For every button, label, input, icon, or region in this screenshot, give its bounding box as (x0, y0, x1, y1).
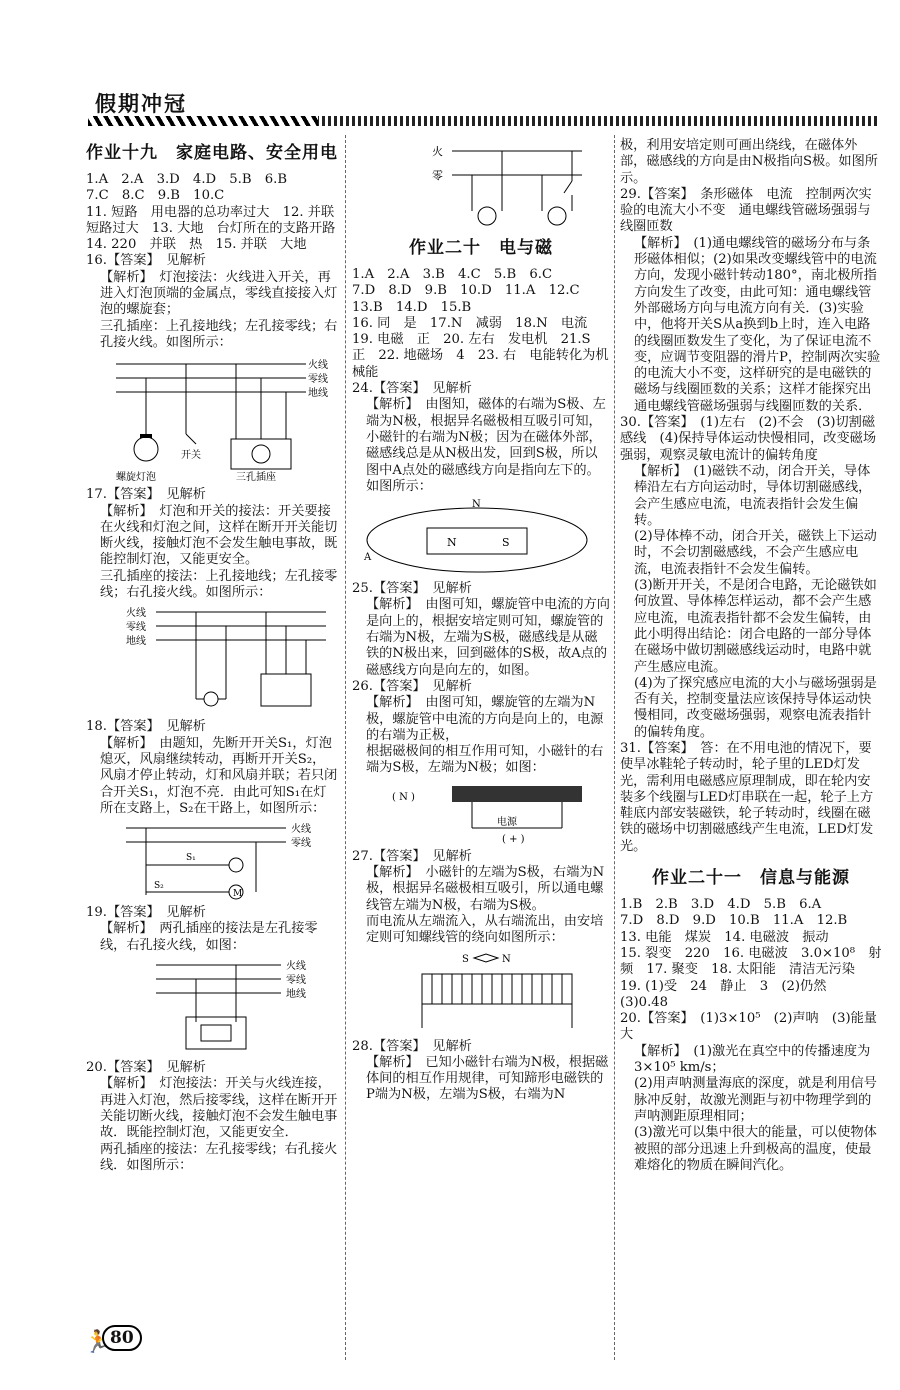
column-divider (345, 135, 346, 1360)
answer-line: 7.C 8.C 9.B 10.C (86, 188, 225, 204)
label: 火线 (126, 608, 146, 620)
magnet-diagram-24 (352, 498, 602, 578)
analysis-text: 【解析】 (1)通电螺线管的磁场分布与条形磁体相似；(2)如果改变螺线管中的电流方向，发现小磁针转动180°，南北极所指方向发生了改变，由此可知：通电螺线管外部磁场方向与电流方向有关．(3)实验中，他将开关S从a换到b上时，连入电路的线圈匝数发生了变化，为了保证电流不变，应调节变阻器的滑片P，控制两次实验的电流大小不变，这样研究的是电磁铁的磁场与线圈匝数的关系；这样才能探究出通电螺线管磁场强弱与线圈匝数的关系． (634, 235, 881, 414)
column-left (86, 138, 349, 1174)
section-title: 作业十九 家庭电路、安全用电 (86, 143, 338, 163)
analysis-text: (2)导体棒不动，闭合开关，磁铁上下运动时，不会切割磁感线，不会产生感应电流，电流表指针不会发生偏转。 (634, 529, 877, 577)
label: 零线 (308, 374, 328, 386)
solenoid-diagram-26 (352, 780, 602, 846)
label: N (472, 499, 481, 511)
label: 火线 (286, 961, 306, 973)
label: S₁ (186, 853, 196, 864)
label: 零线 (291, 838, 311, 850)
analysis-text: (3)激光可以集中很大的能量，可以使物体被照的部分迅速上升到极高的温度，使最难熔化的物质在瞬间汽化。 (634, 1125, 877, 1173)
analysis-text: 【解析】 小磁针的左端为S极，右端为N极，根据异名磁极相互吸引，所以通电螺线管左端为N极，右端为S极。 (366, 865, 605, 913)
analysis-text: 而电流从左端流入，从右端流出，由安培定则可知螺线管的绕向如图所示： (366, 913, 604, 946)
question-answer: 31.【答案】 答：在不用电池的情况下，要使旱冰鞋轮子转动时，轮子里的LED灯发光，需利用电磁感应原理制成，即在轮内安装多个线圈与LED灯串联在一起，轮子上方鞋底内部安装磁铁，轮子转动时，线圈在磁铁的磁场中切割磁感线产生电流，LED灯发光。 (620, 740, 874, 854)
label: 三孔插座 (236, 472, 276, 484)
column-right (620, 138, 882, 1174)
label: 地线 (308, 388, 328, 400)
label: 火 (432, 145, 443, 158)
analysis-text: (2)用声呐测量海底的深度，就是利用信号脉冲反射，故激光测距与初中物理学到的声呐测距原理相同； (634, 1076, 877, 1124)
analysis-text: 【解析】 灯泡接法：火线进入开关，再进入灯泡顶端的金属点，零线直接接入灯泡的螺旋套； (100, 269, 338, 318)
answer-line: 11. 短路 用电器的总功率过大 12. 并联 短路过大 13. 大地 台灯所在的支路开路 14. 220 并联 热 15. 并联 大地 (86, 204, 349, 253)
label: ( N ) (392, 791, 415, 803)
answer-line: 1.A 2.A 3.D 4.D 5.B 6.B (86, 172, 288, 187)
label: 火线 (308, 360, 328, 372)
label: N (502, 953, 511, 965)
label: S (462, 953, 469, 965)
answer-line: 13. 电能 煤炭 14. 电磁波 振动 (620, 929, 829, 945)
analysis-text: 【解析】 由图可知，螺旋管的左端为N极，螺旋管中电流的方向是向上的，电源的右端为正极， (366, 695, 604, 743)
label: S₂ (154, 881, 164, 892)
label: A (364, 552, 372, 564)
analysis-text: 【解析】 (1)激光在真空中的传播速度为3×10⁵ km/s； (634, 1043, 871, 1076)
answer-line: 7.D 8.D 9.B 10.D 11.A 12.C (352, 283, 580, 299)
analysis-text: 极，利用安培定则可画出绕线，在磁体外部，磁感线的方向是由N极指向S极。如图所示。 (620, 138, 878, 186)
label: 零 (432, 169, 443, 182)
analysis-text: 【解析】 灯泡接法：开关与火线连接，再进入灯泡，然后接零线，这样在断开开关能切断火线，接触灯泡不会发生触电事故．既能控制灯泡，又能更安全． (100, 1076, 338, 1141)
answer-line: 7.D 8.D 9.D 10.B 11.A 12.B (620, 913, 848, 929)
label: 开关 (181, 450, 201, 462)
circuit-diagram-20 (392, 141, 592, 233)
question-answer: 27.【答案】 见解析 (352, 848, 472, 864)
question-answer: 18.【答案】 见解析 (86, 719, 206, 735)
label: 零线 (126, 622, 146, 634)
question-answer: 29.【答案】 条形磁体 电流 控制两次实验的电流大小不变 通电螺线管磁场强弱与线圈匝数 (620, 186, 872, 235)
question-answer: 16.【答案】 见解析 (86, 253, 206, 269)
analysis-text: 【解析】 由图可知，螺旋管中电流的方向是向上的，根据安培定则可知，螺旋管的右端为N极，左端为S极，磁感线是从磁铁的N极出来，回到磁体的S极，故A点的磁感线方向是向左的，如图。 (366, 597, 610, 678)
page-number: 80 (102, 1325, 142, 1351)
question-answer: 20.【答案】 (1)3×10⁵ (2)声呐 (3)能量大 (620, 1011, 877, 1043)
circuit-diagram-16 (86, 354, 336, 484)
header-bar (88, 116, 878, 126)
analysis-text: 三孔插座：上孔接地线；左孔接零线；右孔接火线。如图所示： (100, 318, 338, 350)
answer-line: 16. 同 是 17.N 减弱 18.N 电流 19. 电磁 正 20. 左右 发电机 21.S 正 22. 地磁场 4 23. 右 电能转化为机械能 (352, 315, 609, 380)
question-answer: 26.【答案】 见解析 (352, 678, 472, 694)
answer-line: 1.A 2.A 3.B 4.C 5.B 6.C (352, 267, 553, 282)
analysis-text: 【解析】 已知小磁针右端为N极，根据磁体间的相互作用规律，可知蹄形电磁铁的P端为N极，左端为S极，右端为N (366, 1054, 609, 1103)
question-answer: 30.【答案】 (1)左右 (2)不会 (3)切割磁感线 (4)保持导体运动快慢相同，改变磁场强弱，观察灵敏电流计的偏转角度 (620, 415, 877, 463)
analysis-text: (3)断开开关，不是闭合电路，无论磁铁如何放置、导体棒怎样运动，都不会产生感应电流，电流表指针都不会发生偏转，由此小明得出结论：闭合电路的一部分导体在磁场中做切割磁感线运动时，电路中就产生感应电流。 (634, 578, 877, 675)
column-divider (614, 135, 615, 1360)
answer-line: 1.B 2.B 3.D 4.D 5.B 6.A (620, 897, 822, 913)
analysis-text: 【解析】 (1)磁铁不动，闭合开关，导体棒沿左右方向运动时，导体切割磁感线，会产生感应电流，电流表指针会发生偏转。 (634, 463, 872, 528)
analysis-text: 根据磁极间的相互作用可知，小磁针的右端为S极，左端为N极；如图： (366, 744, 604, 776)
question-answer: 17.【答案】 见解析 (86, 487, 206, 503)
analysis-text: 【解析】 由图知，磁体的右端为S极、左端为N极，根据异名磁极相互吸引可知，小磁针的右端为N极；因为在磁体外部，磁感线总是从N极出发，回到S极，所以图中A点处的磁感线方向是指向左下的。 (366, 397, 606, 478)
label: 地线 (286, 989, 306, 1001)
circuit-diagram-19 (86, 957, 336, 1057)
analysis-text: 如图所示： (366, 478, 432, 494)
analysis-text: 三孔插座的接法：上孔接地线；左孔接零线；右孔接火线。如图所示： (100, 568, 338, 601)
answer-line: 13.B 14.D 15.B (352, 299, 472, 315)
section-title: 作业二十 电与磁 (409, 238, 553, 258)
column-middle (352, 138, 610, 1104)
mascot-icon: 🏃 (84, 1330, 112, 1355)
label: 地线 (126, 636, 146, 648)
label: 零线 (286, 975, 306, 987)
question-answer: 19.【答案】 见解析 (86, 905, 206, 921)
section-title: 作业二十一 信息与能源 (652, 868, 850, 889)
analysis-text: 两孔插座的接法：左孔接零线；右孔接火线．如图所示： (100, 1141, 338, 1173)
label: S (502, 536, 510, 550)
circuit-diagram-17 (86, 604, 336, 716)
question-answer: 24.【答案】 见解析 (352, 381, 472, 397)
brand-title: 假期冲冠 (95, 91, 187, 116)
question-answer: 28.【答案】 见解析 (352, 1038, 472, 1054)
circuit-diagram-18 (86, 820, 336, 902)
label: M (233, 889, 243, 900)
label: ( + ) (502, 833, 525, 845)
question-answer: 25.【答案】 见解析 (352, 581, 472, 597)
answer-line: 15. 裂变 220 16. 电磁波 3.0×10⁸ 射频 17. 聚变 18. 太阳能 清洁无污染 (620, 945, 882, 978)
solenoid-diagram-27 (352, 950, 602, 1036)
answer-line: 19. (1)受 24 静止 3 (2)仍然 (3)0.48 (620, 978, 840, 1010)
question-answer: 20.【答案】 见解析 (86, 1060, 206, 1076)
analysis-text: 【解析】 由题知，先断开开关S₁，灯泡熄灭，风扇继续转动，再断开开关S₂，风扇才停止转动，灯和风扇并联；若只闭合开关S₁，灯泡不亮．由此可知S₁在灯所在支路上，S₂在干路上，如图所示： (100, 735, 338, 816)
label: 火线 (291, 824, 311, 836)
label: 螺旋灯泡 (116, 472, 156, 484)
analysis-text: (4)为了探究感应电流的大小与磁场强弱是否有关，控制变量法应该保持导体运动快慢相同，改变磁场强弱，观察电流表指针的偏转角度。 (634, 675, 877, 740)
label: N (447, 536, 457, 550)
analysis-text: 【解析】 两孔插座的接法是左孔接零线，右孔接火线，如图： (100, 921, 318, 953)
analysis-text: 【解析】 灯泡和开关的接法：开关要接在火线和灯泡之间，这样在断开开关能切断火线，接触灯泡不会发生触电事故，既能控制灯泡，又能更安全。 (100, 503, 338, 568)
label: 电源 (497, 816, 517, 828)
